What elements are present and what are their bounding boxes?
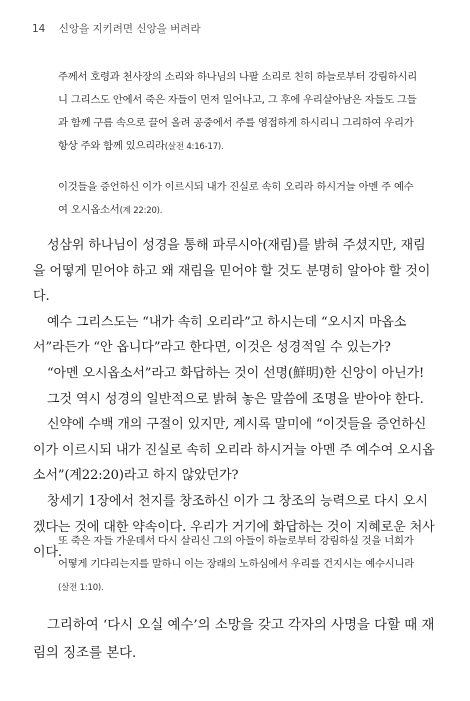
body-paragraph: 창세기 1장에서 천지를 창조하신 이가 그 창조의 능력으로 다시 오시겠다는 것에 대한 약속이다. 우리가 거기에 화답하는 것이 지혜로운 처사이다. xyxy=(33,493,435,561)
running-header xyxy=(32,21,201,36)
body-paragraph: “아멘 오시옵소서”라고 화답하는 것이 선명(鮮明)한 신앙이 아닌가! xyxy=(47,365,425,381)
quote-3-reference: (살전 1:10). xyxy=(58,583,104,593)
quote-1-reference: (살전 4:16-17). xyxy=(164,142,224,152)
quote-1-text: 주께서 호령과 천사장의 소리와 하나님의 나팔 소리로 친히 하늘로부터 강림하시리니 그리스도 안에서 죽은 자들이 먼저 일어나고, 그 후에 우리살아남은 자들도 그들과 함께 구름 속으로 끌어 올려 공중에서 주를 영접하게 하시리니 그리하여 우리가 항상 주와 함께 있으리라 xyxy=(58,71,418,152)
scripture-quote-3 xyxy=(58,530,418,600)
scripture-quote-2 xyxy=(58,176,418,223)
scripture-quote-1 xyxy=(58,66,418,159)
closing-paragraph: 그리하여 ‘다시 오실 예수’의 소망을 갖고 각자의 사명을 다할 때 재림의 징조를 본다. xyxy=(33,618,435,661)
body-paragraphs xyxy=(33,233,437,566)
page-number: 14 xyxy=(32,23,46,35)
running-title: 신앙을 지키려면 신앙을 버려라 xyxy=(58,23,201,35)
quote-3-text: 또 죽은 자들 가운데서 다시 살리신 그의 아들이 하늘로부터 강림하실 것을 너희가 어떻게 기다리는지를 말하니 이는 장래의 노하심에서 우리를 건지시는 예수시니라 xyxy=(58,535,414,570)
body-paragraph: 성삼위 하나님이 성경을 통해 파루시아(재림)를 밝혀 주셨지만, 재림을 어떻게 믿어야 하고 왜 재림을 믿어야 할 것도 분명히 알아야 할 것이다. xyxy=(33,238,431,305)
body-paragraph: 예수 그리스도는 “내가 속히 오리라”고 하시는데 “오시지 마옵소서”라든가 “안 옵니다”라고 한다면, 이것은 성경적일 수 있는가? xyxy=(33,314,407,356)
quote-2-text: 이것들을 증언하신 이가 이르시되 내가 진실로 속히 오리라 하시거늘 아멘 주 예수여 오시옵소서 xyxy=(58,181,414,216)
body-paragraph: 신약에 수백 개의 구절이 있지만, 계시록 말미에 “이것들을 증언하신 이가 이르시되 내가 진실로 속히 오리라 하시거늘 아멘 주 예수여 오시옵소서”(계22:20)라고 하지 않았던가? xyxy=(33,417,435,484)
body-paragraph: 그것 역시 성경의 일반적으로 밝혀 놓은 말씀에 조명을 받아야 한다. xyxy=(47,391,424,407)
quote-2-reference: (계 22:20). xyxy=(119,206,163,216)
